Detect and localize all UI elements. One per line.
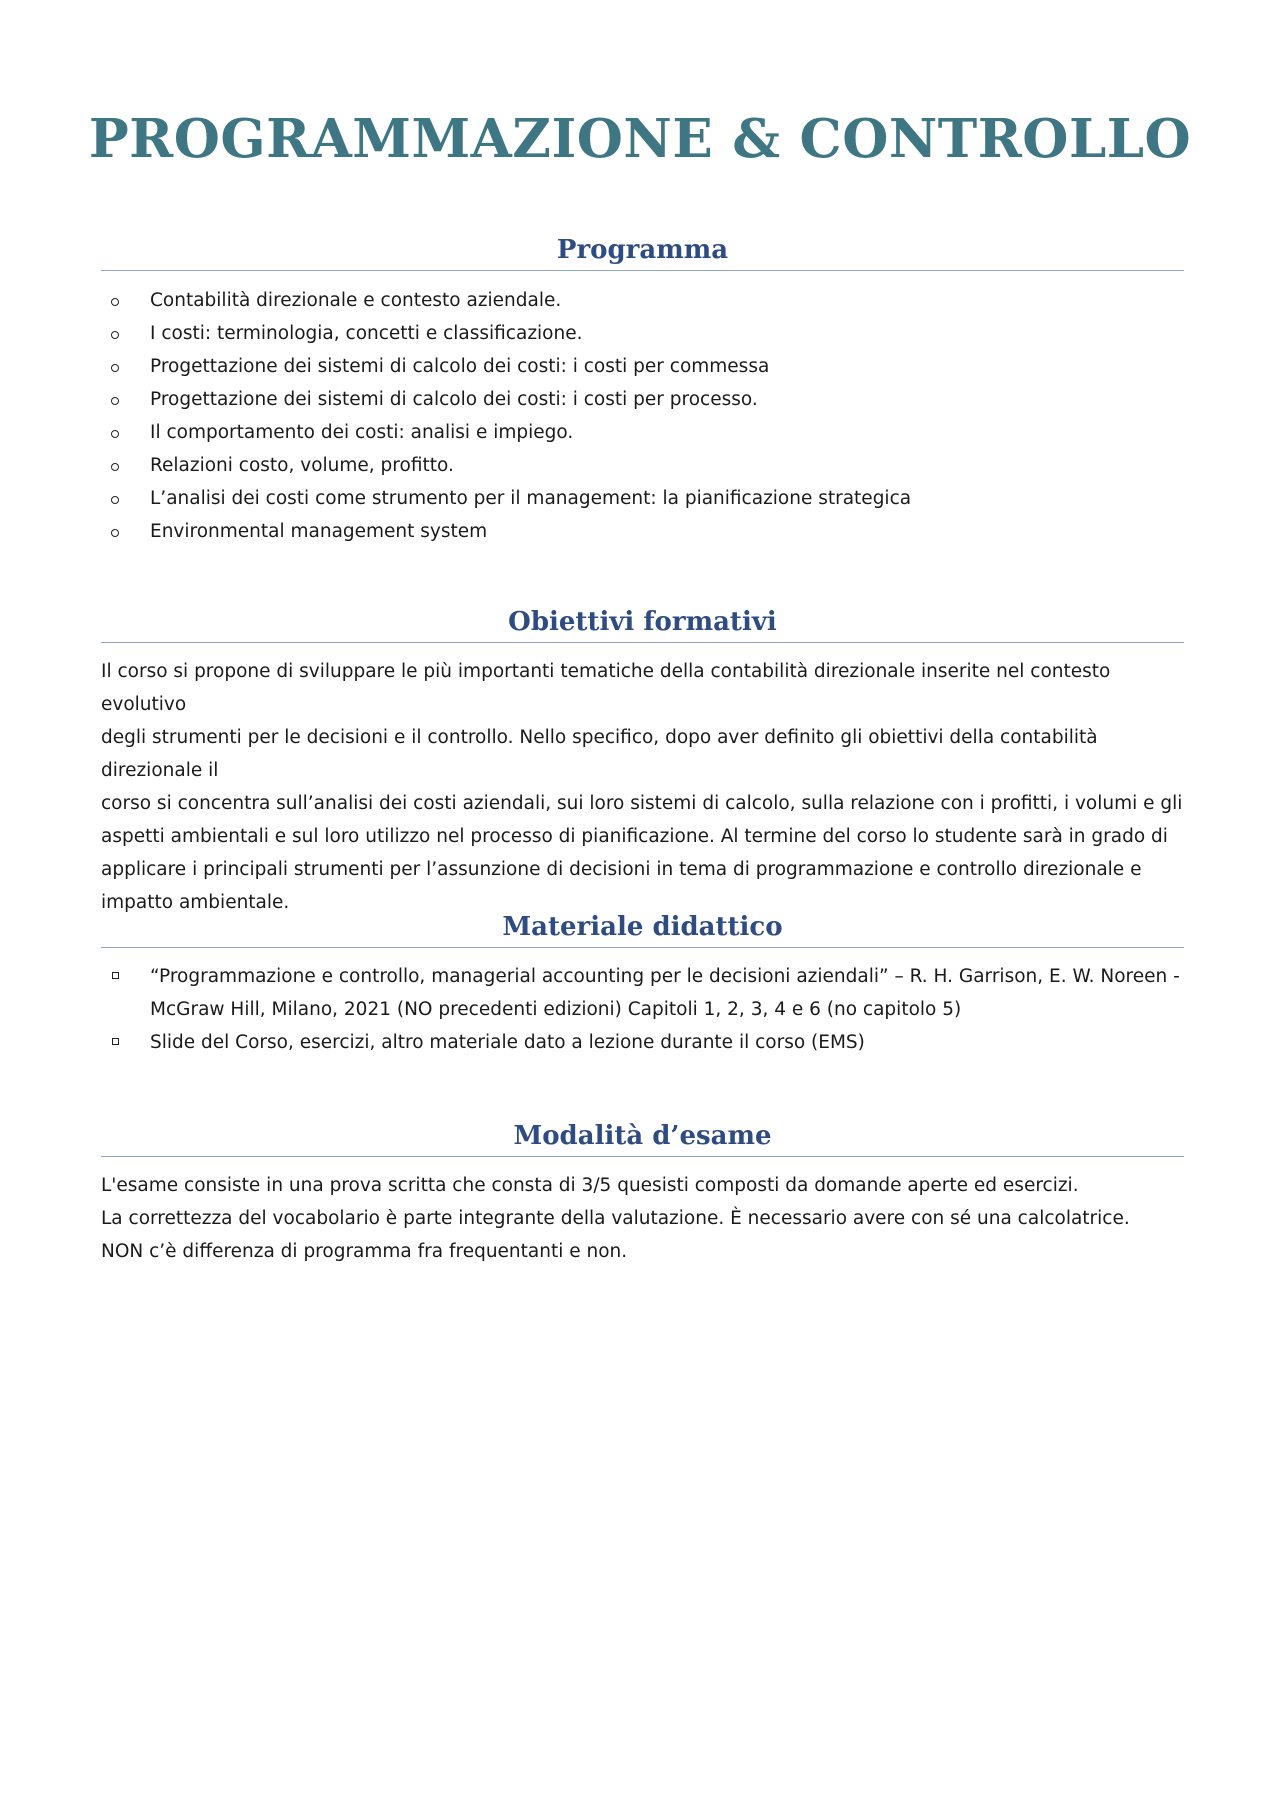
section-heading-modalita: Modalità d’esame: [101, 1118, 1184, 1157]
document-title: PROGRAMMAZIONE & CONTROLLO: [88, 108, 1192, 170]
section-modalita: [101, 1118, 1184, 1268]
paragraph-line: NON c’è differenza di programma fra frequentanti e non.: [101, 1241, 628, 1262]
list-item: Environmental management system: [101, 515, 1184, 548]
section-heading-obiettivi: Obiettivi formativi: [101, 604, 1184, 643]
paragraph-line: degli strumenti per le decisioni e il controllo. Nello specifico, dopo aver definito gli obiettivi della contabilità direzionale il: [101, 727, 1098, 781]
paragraph-line: applicare i principali strumenti per l’assunzione di decisioni in tema di programmazione e controllo direzionale e: [101, 859, 1142, 880]
section-heading-programma: Programma: [101, 232, 1184, 271]
list-item: Progettazione dei sistemi di calcolo dei costi: i costi per commessa: [101, 350, 1184, 383]
section-obiettivi: [101, 604, 1184, 919]
section-programma: [101, 232, 1184, 548]
list-item: Il comportamento dei costi: analisi e impiego.: [101, 416, 1184, 449]
paragraph-line: La correttezza del vocabolario è parte integrante della valutazione. È necessario avere con sé una calcolatrice.: [101, 1208, 1130, 1229]
list-item: Slide del Corso, esercizi, altro materiale dato a lezione durante il corso (EMS): [101, 1026, 1184, 1059]
circle-bullet-icon: [111, 397, 119, 405]
circle-bullet-icon: [111, 463, 119, 471]
square-bullet-icon: [112, 1038, 119, 1045]
paragraph-line: impatto ambientale.: [101, 892, 290, 913]
paragraph-line: Il corso si propone di sviluppare le più importanti tematiche della contabilità direzionale inserite nel contesto evolutivo: [101, 661, 1111, 715]
list-item: L’analisi dei costi come strumento per il management: la pianificazione strategica: [101, 482, 1184, 515]
circle-bullet-icon: [111, 496, 119, 504]
section-heading-materiale: Materiale didattico: [101, 909, 1184, 948]
paragraph-line: L'esame consiste in una prova scritta che consta di 3/5 quesisti composti da domande aperte ed esercizi.: [101, 1175, 1079, 1196]
circle-bullet-icon: [111, 331, 119, 339]
circle-bullet-icon: [111, 298, 119, 306]
square-bullet-icon: [112, 972, 119, 979]
list-item: I costi: terminologia, concetti e classificazione.: [101, 317, 1184, 350]
list-item: Progettazione dei sistemi di calcolo dei costi: i costi per processo.: [101, 383, 1184, 416]
list-item: Relazioni costo, volume, profitto.: [101, 449, 1184, 482]
obiettivi-paragraph: [101, 655, 1184, 919]
materiale-list: [101, 960, 1184, 1059]
circle-bullet-icon: [111, 529, 119, 537]
circle-bullet-icon: [111, 364, 119, 372]
section-materiale: [101, 909, 1184, 1059]
circle-bullet-icon: [111, 430, 119, 438]
modalita-paragraph: [101, 1169, 1184, 1268]
list-item: “Programmazione e controllo, managerial accounting per le decisioni aziendali” – R. H. Garrison, E. W. Noreen - McGraw Hill, Milano, 2021 (NO precedenti edizioni) Capitoli 1, 2, 3, 4 e 6 (no capitolo 5): [101, 960, 1184, 1026]
paragraph-line: aspetti ambientali e sul loro utilizzo nel processo di pianificazione. Al termine del corso lo studente sarà in grado di: [101, 826, 1168, 847]
list-item: Contabilità direzionale e contesto aziendale.: [101, 284, 1184, 317]
paragraph-line: corso si concentra sull’analisi dei costi aziendali, sui loro sistemi di calcolo, sulla relazione con i profitti, i volumi e gli: [101, 793, 1183, 814]
programma-list: [101, 284, 1184, 548]
